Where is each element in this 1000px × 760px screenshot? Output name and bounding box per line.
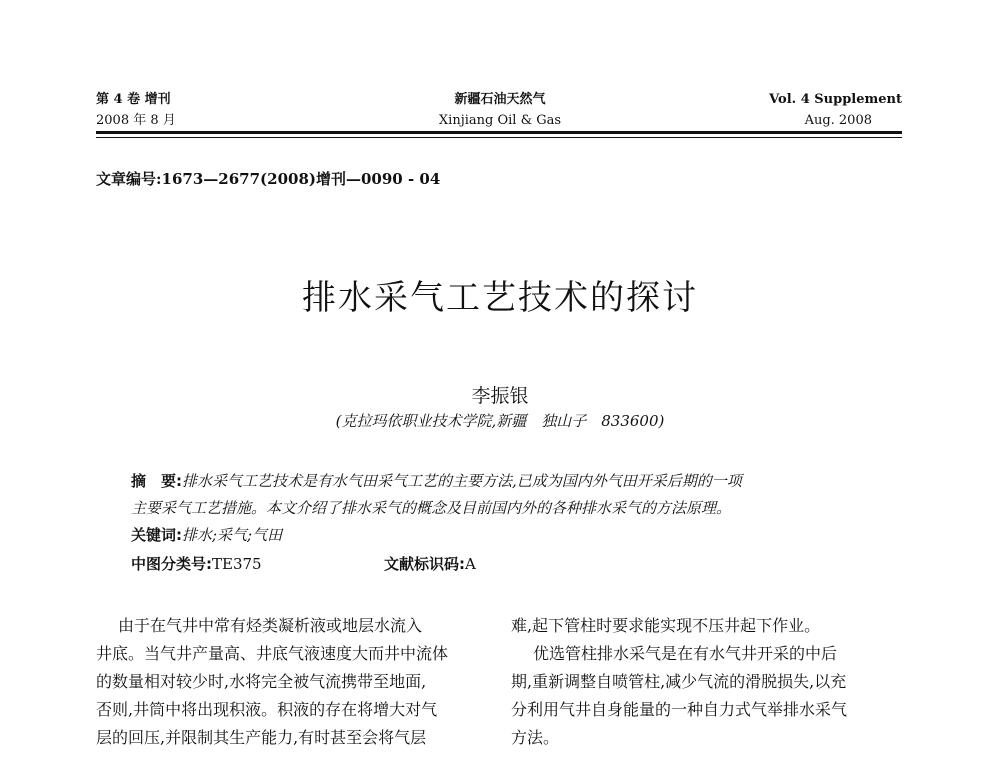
body-right-line: 分利用气井自身能量的一种自力式气举排水采气 bbox=[511, 700, 848, 719]
abstract-line-2: 主要采气工艺措施。本文介绍了排水采气的概念及目前国内外的各种排水采气的方法原理。 bbox=[131, 499, 732, 517]
body-left-line: 井底。当气井产量高、井底气液速度大而井中流体 bbox=[96, 644, 449, 663]
body-right-line: 难,起下管柱时要求能实现不压井起下作业。 bbox=[511, 616, 821, 635]
body-left-line: 由于在气井中常有烃类凝析液或地层水流入 bbox=[118, 616, 423, 635]
article-number bbox=[96, 168, 440, 189]
classification-value: TE375 bbox=[212, 555, 262, 573]
article-number-label: 文章编号: bbox=[96, 170, 162, 188]
body-right-line: 优选管柱排水采气是在有水气井开采的中后 bbox=[533, 644, 838, 663]
abstract-text-1: 排水采气工艺技术是有水气田采气工艺的主要方法,已成为国内外气田开采后期的一项 bbox=[182, 472, 742, 490]
body-right-line: 方法。 bbox=[511, 728, 560, 747]
author-name: 李振银 bbox=[471, 385, 529, 407]
paper-title: 排水采气工艺技术的探讨 bbox=[302, 278, 698, 318]
header-volume: 第 4 卷 增刊 bbox=[96, 92, 171, 107]
body-left-line: 的数量相对较少时,水将完全被气流携带至地面, bbox=[96, 672, 427, 691]
header-rule-thin bbox=[96, 137, 902, 138]
document-code-label: 文献标识码: bbox=[384, 555, 465, 573]
author-affiliation: (克拉玛依职业技术学院,新疆 独山子 833600) bbox=[335, 412, 665, 430]
body-left-line: 层的回压,并限制其生产能力,有时甚至会将气层 bbox=[96, 728, 427, 747]
header-date-en: Aug. 2008 bbox=[804, 113, 872, 128]
classification-label: 中图分类号: bbox=[131, 555, 212, 573]
header-journal-name-en: Xinjiang Oil & Gas bbox=[438, 113, 562, 128]
body-right-line: 期,重新调整自喷管柱,减少气流的滑脱损失,以充 bbox=[511, 672, 847, 691]
header-volume-en: Vol. 4 Supplement bbox=[769, 92, 902, 107]
article-number-value: 1673—2677(2008)增刊—0090 - 04 bbox=[161, 170, 441, 188]
document-code bbox=[384, 553, 476, 574]
keywords-value: 排水;采气;气田 bbox=[182, 526, 283, 544]
keywords bbox=[131, 524, 282, 545]
keywords-label: 关键词: bbox=[131, 526, 182, 544]
abstract-line-1 bbox=[131, 470, 742, 491]
header-rule-thick bbox=[96, 131, 902, 134]
header-date: 2008 年 8 月 bbox=[96, 113, 176, 128]
classification bbox=[131, 553, 262, 574]
abstract-label: 摘 要: bbox=[131, 472, 182, 490]
body-left-line: 否则,井筒中将出现积液。积液的存在将增大对气 bbox=[96, 700, 438, 719]
header-journal-name-cn: 新疆石油天然气 bbox=[454, 92, 546, 107]
document-code-value: A bbox=[465, 555, 476, 573]
